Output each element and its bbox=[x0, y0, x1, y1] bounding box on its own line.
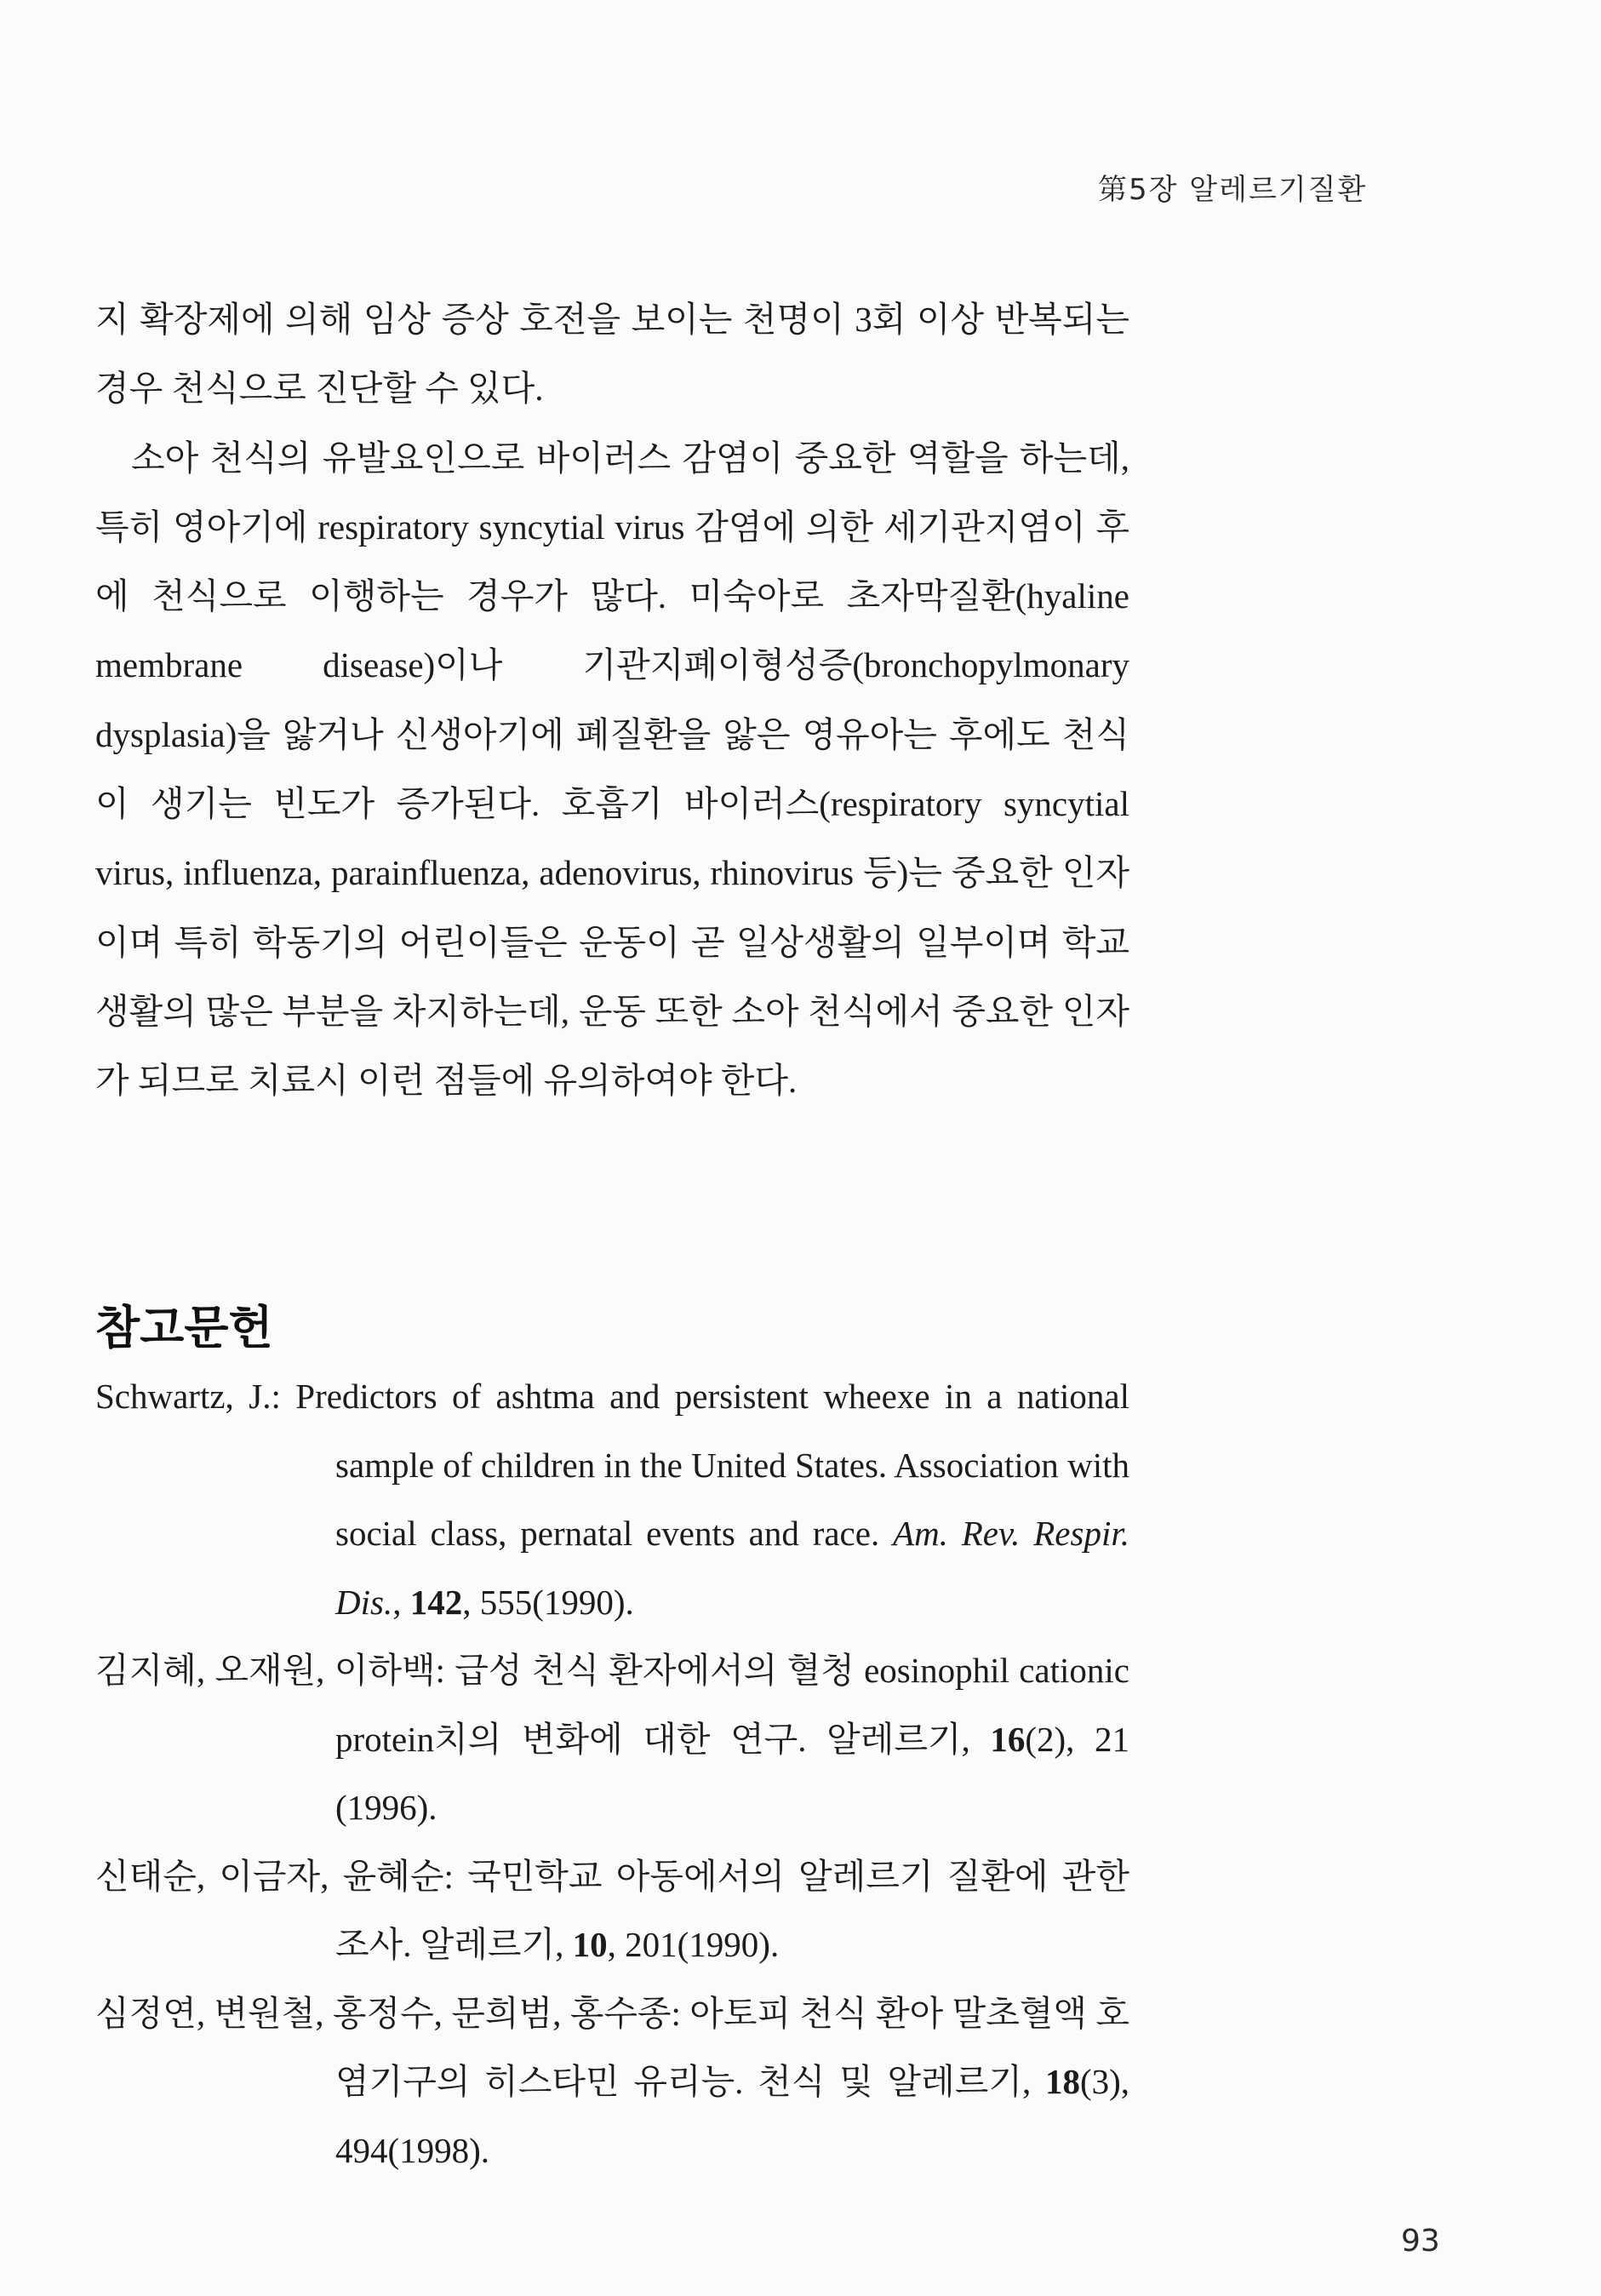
reference-separator: , bbox=[1021, 2062, 1045, 2101]
references-heading: 참고문헌 bbox=[95, 1301, 273, 1354]
reference-volume: 18 bbox=[1044, 2062, 1080, 2101]
body-paragraph-1: 지 확장제에 의해 임상 증상 호전을 보이는 천명이 3회 이상 반복되는 경우 천식으로 진단할 수 있다. bbox=[95, 300, 1129, 409]
reference-separator: , bbox=[961, 1719, 991, 1759]
reference-pages-year: , 555(1990). bbox=[462, 1582, 634, 1622]
reference-pages-year: (2), 21 (1996). bbox=[335, 1719, 1129, 1827]
reference-title: 급성 천식 환자에서의 혈청 eosinophil cationic protein치의 변화에 대한 연구. bbox=[335, 1651, 1129, 1759]
references-list bbox=[95, 1362, 1129, 2184]
reference-pages-year: , 201(1990). bbox=[607, 1925, 780, 1964]
reference-journal: 천식 및 알레르기 bbox=[758, 2062, 1022, 2101]
body-text bbox=[95, 285, 1129, 1116]
reference-volume: 16 bbox=[990, 1719, 1026, 1759]
page-number: 93 bbox=[1401, 2224, 1440, 2259]
running-header: 第5장 알레르기질환 bbox=[1098, 173, 1368, 207]
reference-journal: 알레르기 bbox=[826, 1719, 962, 1759]
reference-volume: 10 bbox=[572, 1925, 608, 1964]
reference-item bbox=[95, 1979, 1129, 2185]
body-paragraph-2: 소아 천식의 유발요인으로 바이러스 감염이 중요한 역할을 하는데, 특히 영아기에 respiratory syncytial virus 감염에 의한 세기관지염이 후에 천식으로 이행하는 경우가 많다. 미숙아로 초자막질환(hyaline membrane disease)이나 기관지폐이형성증(bronchopylmonary dysplasia)을 앓거나 신생아기에 폐질환을 앓은 영유아는 후에도 천식이 생기는 빈도가 증가된다. 호흡기 바이러스(respiratory syncytial virus, influenza, parainfluenza, adenovirus, rhinovirus 등)는 중요한 인자이며 특히 학동기의 어린이들은 운동이 곧 일상생활의 일부이며 학교생활의 많은 부분을 차지하는데, 운동 또한 소아 천식에서 중요한 인자가 되므로 치료시 이런 점들에 유의하여야 한다. bbox=[95, 438, 1129, 1101]
reference-title: Predictors of ashtma and persistent wheexe in a national sample of children in the United States. Association with social class, pernatal events and race. bbox=[295, 1377, 1129, 1553]
reference-authors: 신태순, 이금자, 윤혜순: bbox=[95, 1856, 468, 1896]
reference-pages-year: (3), 494(1998). bbox=[335, 2062, 1130, 2170]
reference-separator: , bbox=[392, 1582, 410, 1622]
reference-authors: 김지혜, 오재원, 이하백: bbox=[95, 1651, 455, 1690]
reference-title: 아토피 천식 환아 말초혈액 호염기구의 히스타민 유리능. bbox=[335, 1993, 1129, 2101]
reference-title: 국민학교 아동에서의 알레르기 질환에 관한 조사. bbox=[335, 1856, 1129, 1964]
reference-authors: 심정연, 변원철, 홍정수, 문희범, 홍수종: bbox=[95, 1993, 690, 2033]
reference-authors: Schwartz, J.: bbox=[95, 1377, 296, 1416]
reference-journal: 알레르기 bbox=[420, 1925, 556, 1964]
reference-item bbox=[95, 1636, 1129, 1842]
reference-journal: Am. Rev. Respir. Dis. bbox=[335, 1514, 1129, 1622]
reference-item bbox=[95, 1362, 1129, 1636]
reference-item bbox=[95, 1842, 1129, 1979]
reference-volume: 142 bbox=[409, 1582, 463, 1622]
reference-separator: , bbox=[555, 1925, 573, 1964]
